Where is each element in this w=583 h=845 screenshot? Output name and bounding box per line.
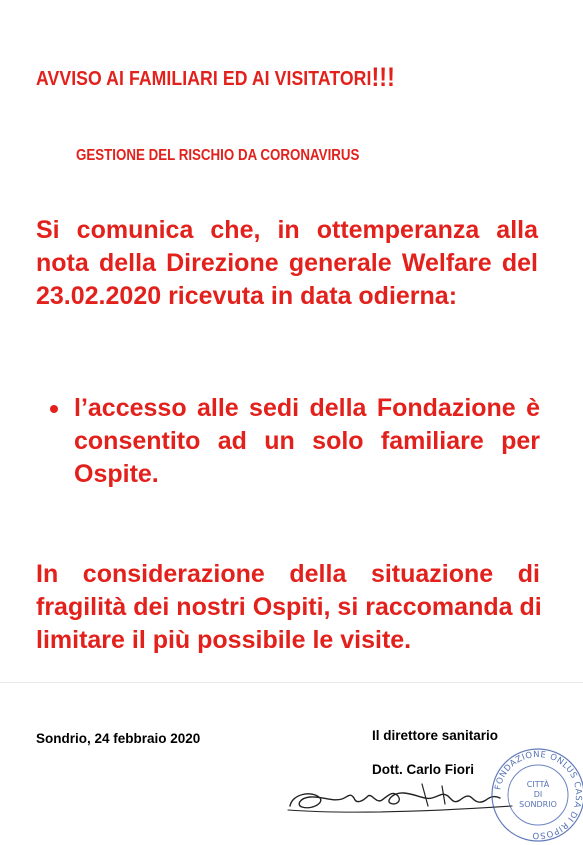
closing-paragraph bbox=[36, 558, 540, 657]
closing-line: fragilità dei nostri Ospiti, si raccomanda di bbox=[36, 593, 542, 621]
director-title: Il direttore sanitario bbox=[372, 728, 499, 743]
signature-image bbox=[282, 776, 522, 826]
svg-text:FONDAZIONE ONLUS CASA DI RIPOS: FONDAZIONE ONLUS CASA DI RIPOSO bbox=[493, 749, 583, 841]
bullet-line: l’accesso alle sedi della Fondazione è bbox=[74, 394, 540, 422]
notice-title bbox=[36, 62, 483, 93]
svg-text:DI: DI bbox=[533, 790, 543, 799]
scan-divider bbox=[0, 682, 583, 683]
director-name: Dott. Carlo Fiori bbox=[372, 762, 474, 777]
notice-subtitle: GESTIONE DEL RISCHIO DA CORONAVIRUS bbox=[76, 147, 360, 164]
svg-text:CITTÀ: CITTÀ bbox=[526, 780, 550, 789]
svg-text:SONDRIO: SONDRIO bbox=[519, 800, 557, 809]
intro-line: nota della Direzione generale Welfare del bbox=[36, 249, 538, 277]
closing-line: In considerazione della situazione di bbox=[36, 560, 540, 588]
bullet-line: consentito ad un solo familiare per bbox=[74, 427, 540, 455]
intro-line: 23.02.2020 ricevuta in data odierna: bbox=[36, 282, 458, 310]
intro-paragraph bbox=[36, 214, 538, 313]
closing-line: limitare il più possibile le visite. bbox=[36, 626, 412, 654]
official-stamp-image bbox=[488, 745, 583, 845]
notice-title-text: AVVISO AI FAMILIARI ED AI VISITATORI bbox=[36, 67, 372, 90]
notice-title-exclamation: !!! bbox=[371, 62, 395, 92]
intro-line: Si comunica che, in ottemperanza alla bbox=[36, 216, 538, 244]
bullet-line: Ospite. bbox=[74, 460, 159, 488]
bullet-text bbox=[74, 392, 540, 491]
place-date: Sondrio, 24 febbraio 2020 bbox=[36, 731, 201, 746]
bullet-dot-icon bbox=[50, 405, 58, 413]
